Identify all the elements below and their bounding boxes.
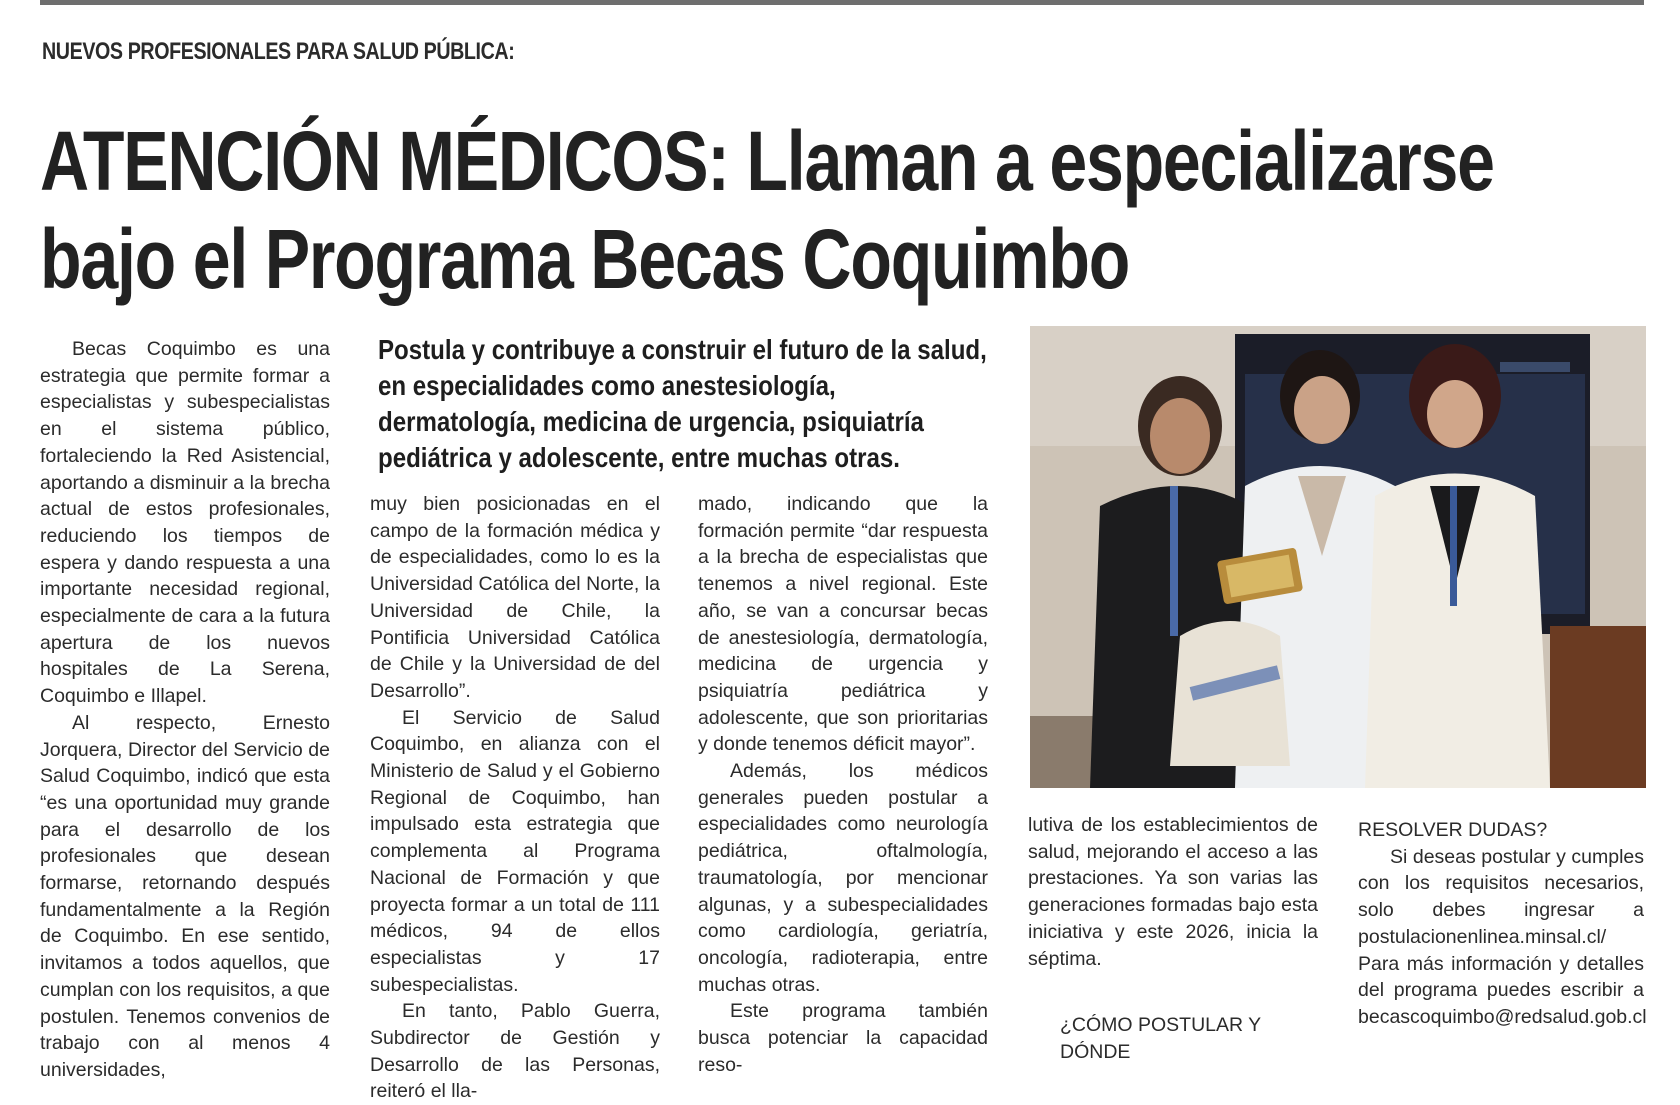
paragraph: El Servicio de Salud Coquimbo, en alianza con el Ministerio de Salud y el Gobierno Regional de Coquimbo, han impulsado esta estrategia que complementa al Programa Nacional de Formación y que proyecta formar a un total de 111 médicos, 94 de ellos especialistas y 17 subespecialistas. <box>370 706 660 996</box>
paragraph: Este programa también busca potenciar la capacidad reso- <box>698 1000 988 1076</box>
pull-quote-text: Postula y contribuye a construir el futuro de la salud, en especialidades como anestesiología, dermatología, medicina de urgencia, psiquiatría pediátrica y adolescente, entre muchas otras. <box>378 334 987 473</box>
paragraph: lutiva de los establecimientos de salud, mejorando el acceso a las prestaciones. Ya son varias las generaciones formadas bajo esta iniciativa y este 2026, inicia la séptima. <box>1028 814 1318 970</box>
column-3 <box>698 491 988 1078</box>
paragraph: En tanto, Pablo Guerra, Subdirector de Gestión y Desarrollo de las Personas, reiteró el lla- <box>370 1000 660 1103</box>
column-4 <box>1028 812 1318 1066</box>
column-5 <box>1358 817 1647 1031</box>
section-subhead: ¿CÓMO POSTULAR Y DÓNDE <box>1060 1014 1261 1063</box>
headline-line-1: ATENCIÓN MÉDICOS: Llaman a especializarse <box>40 114 1494 208</box>
paragraph: Al respecto, Ernesto Jorquera, Director del Servicio de Salud Coquimbo, indicó que esta “es una oportunidad muy grande para el desarrollo de los profesionales que desean formarse, retornando después fundamentalmente a la Región de Coquimbo. En ese sentido, invitamos a todos aquellos, que cumplan con los requisitos, a que postulen. Tenemos convenios de trabajo con al menos 4 universidades, <box>40 711 330 1081</box>
column-1 <box>40 336 330 1084</box>
column-2 <box>370 491 660 1105</box>
paragraph: Si deseas postular y cumples con los requisitos necesarios, solo debes ingresar a postulacionenlinea.minsal.cl/ Para más información y detalles del programa puedes escribir a becascoquimbo@redsalud.gob.cl <box>1358 845 1647 1028</box>
top-rule <box>40 0 1644 5</box>
kicker: NUEVOS PROFESIONALES PARA SALUD PÚBLICA: <box>42 38 515 65</box>
pull-quote <box>378 332 998 476</box>
headline-line-2: bajo el Programa Becas Coquimbo <box>40 212 1130 306</box>
photo-three-women-with-plaque-icon <box>1030 326 1646 788</box>
headline <box>40 112 1579 308</box>
news-photo <box>1030 326 1646 788</box>
paragraph: mado, indicando que la formación permite “dar respuesta a la brecha de especialistas que tenemos a nivel regional. Este año, se van a concursar becas de anestesiología, dermatología, medicina de urgencia y psiquiatría pediátrica y adolescente, que son prioritarias y donde tenemos déficit mayor”. <box>698 493 988 756</box>
paragraph: Además, los médicos generales pueden postular a especialidades como neurología pediátrica, oftalmología, traumatología, por mencionar algunas, y a subespecialidades como cardiología, geriatría, oncología, radioterapia, entre muchas otras. <box>698 760 988 996</box>
paragraph: muy bien posicionadas en el campo de la formación médica y de especialidades, como lo es la Universidad Católica del Norte, la Universidad de Chile, la Pontificia Universidad Católica de Chile y la Universidad de del Desarrollo”. <box>370 493 660 702</box>
paragraph: Becas Coquimbo es una estrategia que permite formar a especialistas y subespecialistas en el sistema público, fortaleciendo la Red Asistencial, aportando a disminuir a la brecha actual de estos profesionales, reduciendo los tiempos de espera y dando respuesta a una importante necesidad regional, especialmente de cara a la futura apertura de los nuevos hospitales de La Serena, Coquimbo e Illapel. <box>40 338 330 708</box>
section-subhead: RESOLVER DUDAS? <box>1358 819 1548 841</box>
